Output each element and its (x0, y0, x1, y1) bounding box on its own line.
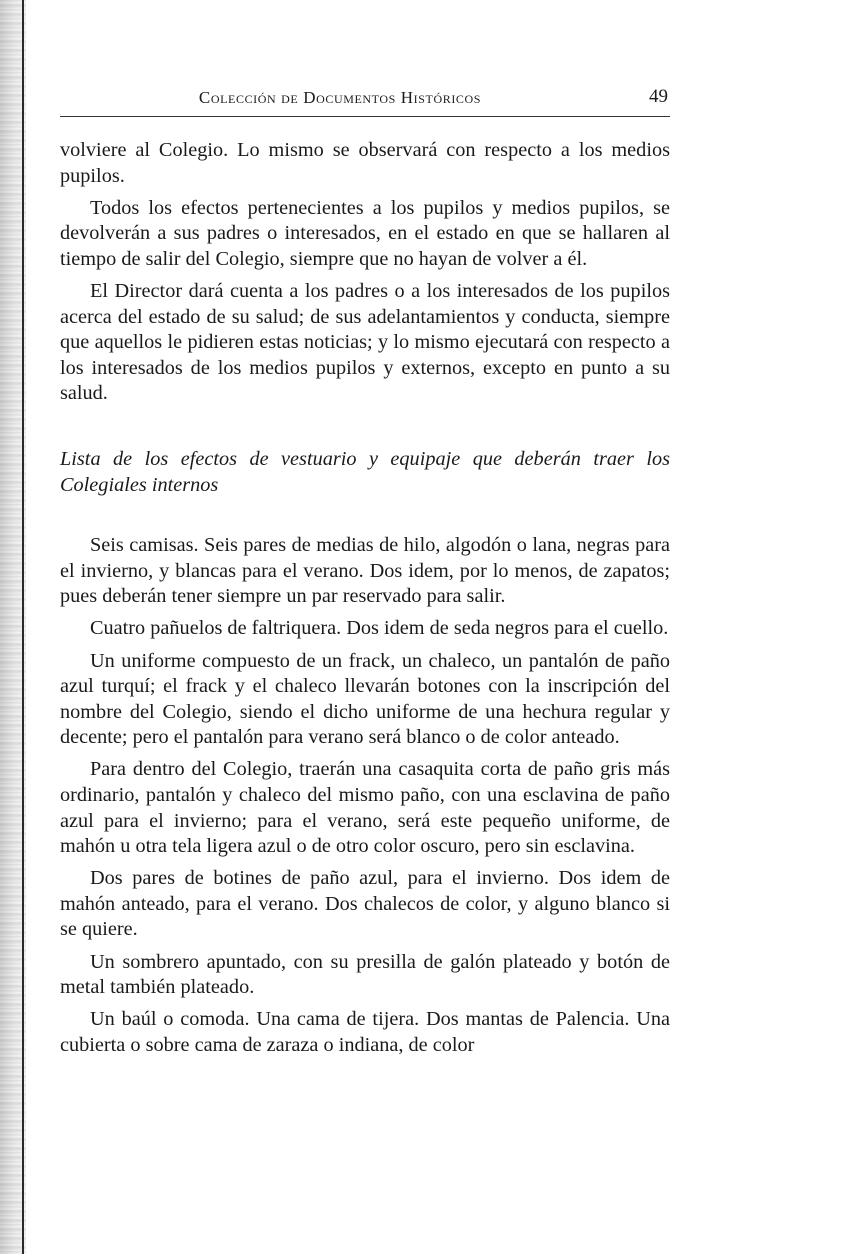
page-number: 49 (649, 86, 668, 107)
binding-line (22, 0, 24, 1254)
paragraph: Todos los efectos pertenecientes a los pupilos y medios pupilos, se devolverán a sus padres o interesados, en el estado en que se hallaren al tiempo de salir del Colegio, siempre que no hayan de volver a él. (60, 196, 670, 270)
list-paragraph: Un uniforme compuesto de un frack, un chaleco, un pantalón de paño azul turquí; el frack y el chaleco llevarán botones con la inscripción del nombre del Colegio, siendo el dicho uniforme de una hechura regular y decente; pero el pantalón para verano será blanco o de color anteado. (60, 649, 670, 749)
paragraph: volviere al Colegio. Lo mismo se observará con respecto a los medios pupilos. (60, 139, 670, 187)
list-paragraph: Para dentro del Colegio, traerán una casaquita corta de paño gris más ordinario, pantalón y chaleco del mismo paño, con una esclavina de paño azul para el invierno; para el verano, será este pequeño uniforme, de mahón u otra tela ligera azul o de otro color oscuro, pero sin esclavina. (60, 758, 670, 858)
running-head (60, 86, 670, 116)
paragraph: El Director dará cuenta a los padres o a los interesados de los pupilos acerca del estado de su salud; de sus adelantamientos y conducta, siempre que aquellos le pidieren estas noticias; y lo mismo ejecutará con respecto a los interesados de los medios pupilos y externos, excepto en punto a su salud. (60, 279, 670, 405)
running-title: Colección de Documentos Históricos (198, 88, 482, 107)
list-paragraph: Un sombrero apuntado, con su presilla de galón plateado y botón de metal también plateado. (60, 950, 670, 999)
list-paragraph: Cuatro pañuelos de faltriquera. Dos idem de seda negros para el cuello. (90, 617, 669, 640)
list-paragraph: Un baúl o comoda. Una cama de tijera. Dos mantas de Palencia. Una cubierta o sobre cama de zaraza o indiana, de color (60, 1008, 670, 1056)
page-body (60, 138, 670, 1065)
list-paragraph: Dos pares de botines de paño azul, para el invierno. Dos idem de mahón anteado, para el verano. Dos chalecos de color, y alguno blanco si se quiere. (60, 867, 670, 941)
list-paragraph: Seis camisas. Seis pares de medias de hilo, algodón o lana, negras para el invierno, y blancas para el verano. Dos idem, por lo menos, de zapatos; pues deberán tener siempre un par reservado para salir. (60, 534, 670, 608)
section-title: Lista de los efectos de vestuario y equipaje que deberán traer los Colegiales internos (60, 447, 670, 496)
header-rule (60, 116, 670, 117)
